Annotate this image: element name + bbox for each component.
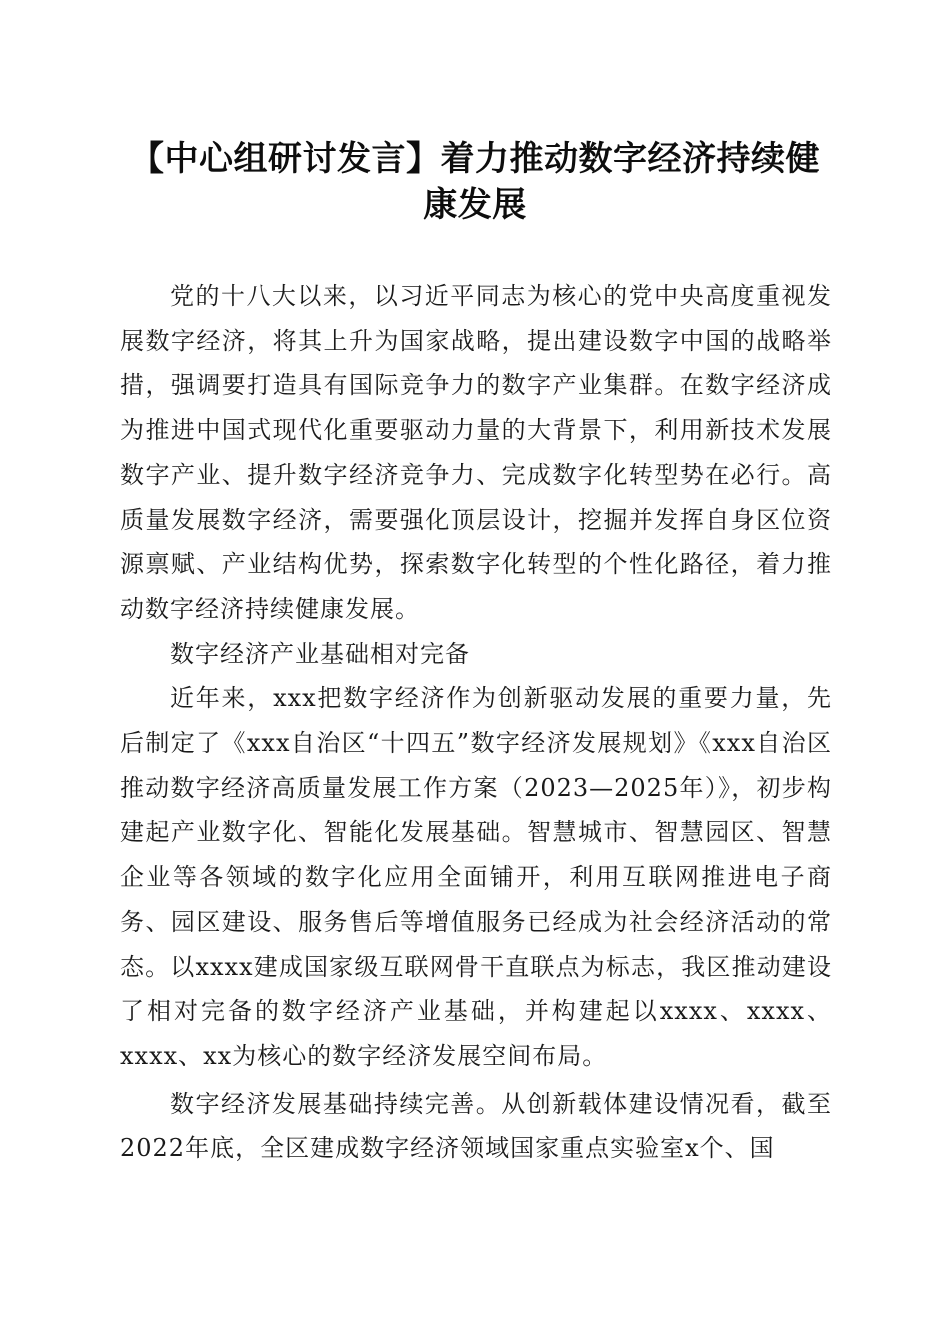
document-title: 【中心组研讨发言】着力推动数字经济持续健康发展 (130, 139, 820, 225)
paragraph-foundation: 数字经济发展基础持续完善。从创新载体建设情况看，截至2022年底，全区建成数字经济领域国家重点实验室x个、国 (120, 1089, 832, 1163)
section-heading: 数字经济产业基础相对完备 (170, 639, 470, 668)
document-body (120, 274, 832, 1171)
paragraph-recent-years: 近年来，xxx把数字经济作为创新驱动发展的重要力量，先后制定了《xxx自治区“十四五”数字经济发展规划》《xxx自治区推动数字经济高质量发展工作方案（2023—2025年）》，初步构建起产业数字化、智能化发展基础。智慧城市、智慧园区、智慧企业等各领域的数字化应用全面铺开，利用互联网推进电子商务、园区建设、服务售后等增值服务已经成为社会经济活动的常态。以xxxx建成国家级互联网骨干直联点为标志，我区推动建设了相对完备的数字经济产业基础，并构建起以xxxx、xxxx、xxxx、xx为核心的数字经济发展空间布局。 (120, 684, 832, 1070)
paragraph-intro: 党的十八大以来，以习近平同志为核心的党中央高度重视发展数字经济，将其上升为国家战略，提出建设数字中国的战略举措，强调要打造具有国际竞争力的数字产业集群。在数字经济成为推进中国式现代化重要驱动力量的大背景下，利用新技术发展数字产业、提升数字经济竞争力、完成数字化转型势在必行。高质量发展数字经济，需要强化顶层设计，挖掘并发挥自身区位资源禀赋、产业结构优势，探索数字化转型的个性化路径，着力推动数字经济持续健康发展。 (120, 282, 832, 623)
